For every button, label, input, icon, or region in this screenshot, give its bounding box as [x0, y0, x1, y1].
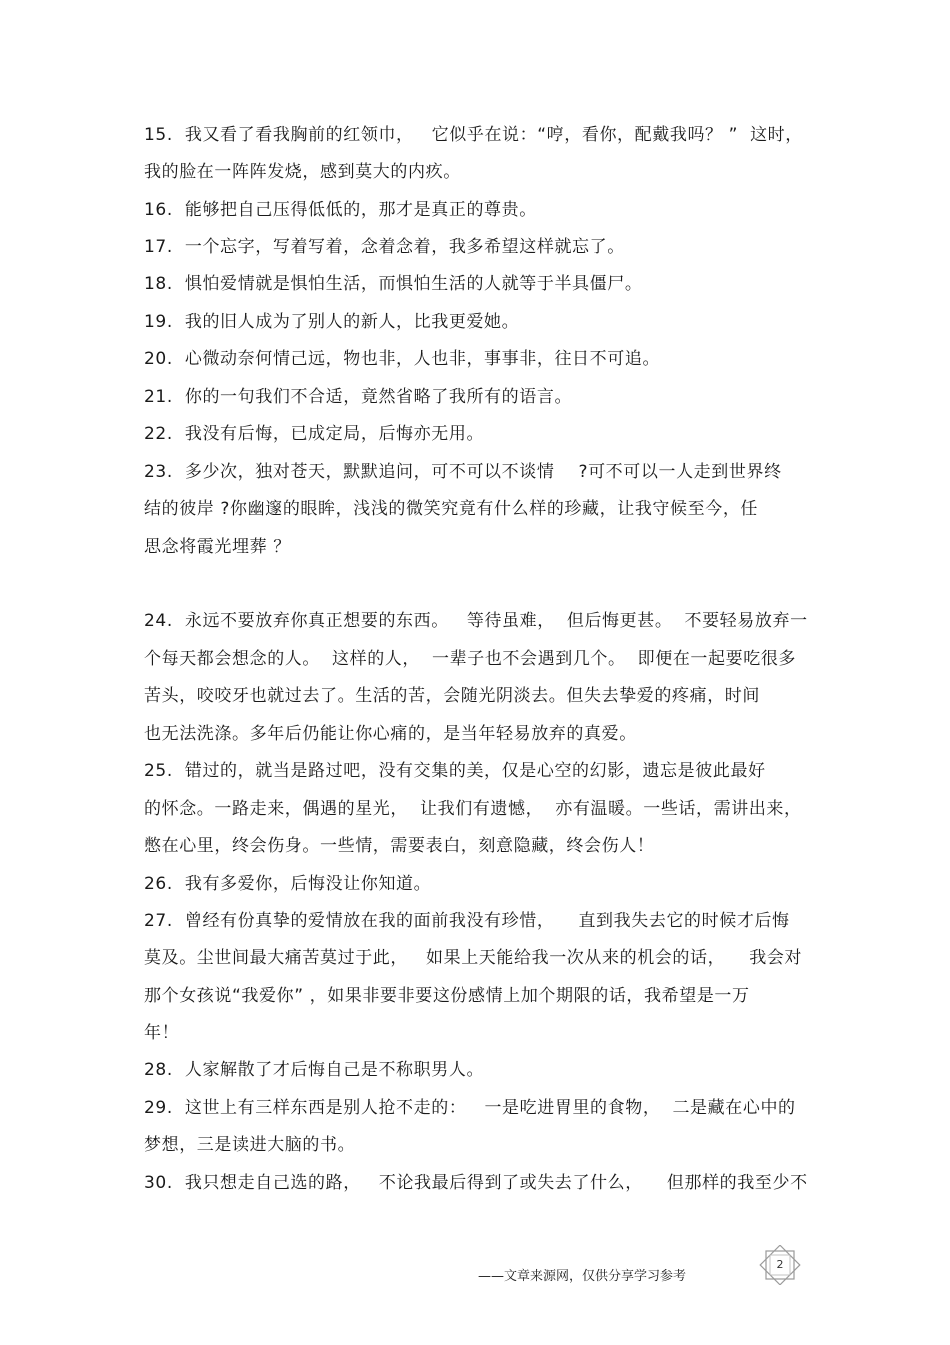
text-line: 那个女孩说“我爱你” ，如果非要非要这份感情上加个期限的话，我希望是一万 [144, 986, 750, 1006]
page-number: 2 [776, 1258, 784, 1271]
text-line: 30. 我只想走自己选的路， 不论我最后得到了或失去了什么， 但那样的我至少不 [144, 1173, 808, 1193]
text-line: 我的脸在一阵阵发烧，感到莫大的内疚。 [144, 162, 461, 182]
text-line: 憋在心里，终会伤身。一些情，需要表白，刻意隐藏，终会伤人！ [144, 836, 655, 856]
text-line: 个每天都会想念的人。 这样的人， 一辈子也不会遇到几个。 即便在一起要吃很多 [144, 649, 797, 669]
text-line: 思念将霞光埋葬 ？ [144, 537, 291, 557]
text-line: 26. 我有多爱你，后悔没让你知道。 [144, 874, 432, 894]
text-line: 27. 曾经有份真挚的爱情放在我的面前我没有珍惜， 直到我失去它的时候才后悔 [144, 911, 790, 931]
text-line: 19. 我的旧人成为了别人的新人，比我更爱她。 [144, 312, 520, 332]
text-line: 24. 永远不要放弃你真正想要的东西。 等待虽难， 但后悔更甚。 不要轻易放弃一 [144, 611, 808, 631]
text-line: 苦头，咬咬牙也就过去了。生活的苦，会随光阴淡去。但失去挚爱的疼痛，时间 [144, 686, 760, 706]
text-line: 23. 多少次，独对苍天，默默追问，可不可以不谈情 ?可不可以一人走到世界终 [144, 462, 782, 482]
text-line: 25. 错过的，就当是路过吧，没有交集的美，仅是心空的幻影，遗忘是彼此最好 [144, 761, 766, 781]
text-line: 莫及。尘世间最大痛苦莫过于此， 如果上天能给我一次从来的机会的话， 我会对 [144, 948, 803, 968]
text-line: 28. 人家解散了才后悔自己是不称职男人。 [144, 1060, 485, 1080]
text-line: 结的彼岸 ?你幽邃的眼眸，浅浅的微笑究竟有什么样的珍藏，让我守候至今，任 [144, 499, 759, 519]
text-line: 梦想，三是读进大脑的书。 [144, 1135, 356, 1155]
page-number-badge [756, 1245, 804, 1285]
text-line: 29. 这世上有三样东西是别人抢不走的： 一是吃进胃里的食物， 二是藏在心中的 [144, 1098, 796, 1118]
text-line: 21. 你的一句我们不合适，竟然省略了我所有的语言。 [144, 387, 573, 407]
text-line: 22. 我没有后悔，已成定局，后悔亦无用。 [144, 424, 485, 444]
text-line: 年！ [144, 1023, 180, 1043]
text-line: 也无法洗涤。多年后仍能让你心痛的，是当年轻易放弃的真爱。 [144, 724, 637, 744]
text-line: 20. 心微动奈何情己远，物也非，人也非，事事非，往日不可追。 [144, 349, 661, 369]
text-line: 17. 一个忘字，写着写着，念着念着，我多希望这样就忘了。 [144, 237, 625, 257]
text-line: 18. 惧怕爱情就是惧怕生活，而惧怕生活的人就等于半具僵尸。 [144, 274, 643, 294]
text-line: 16. 能够把自己压得低低的，那才是真正的尊贵。 [144, 200, 537, 220]
text-line: 的怀念。一路走来，偶遇的星光， 让我们有遗憾， 亦有温暖。一些话，需讲出来， [144, 799, 802, 819]
text-line: 15. 我又看了看我胸前的红领巾， 它似乎在说：“哼，看你，配戴我吗？ ” 这时， [144, 125, 803, 145]
footer-source-note: ——文章来源网，仅供分享学习参考 [478, 1269, 687, 1284]
